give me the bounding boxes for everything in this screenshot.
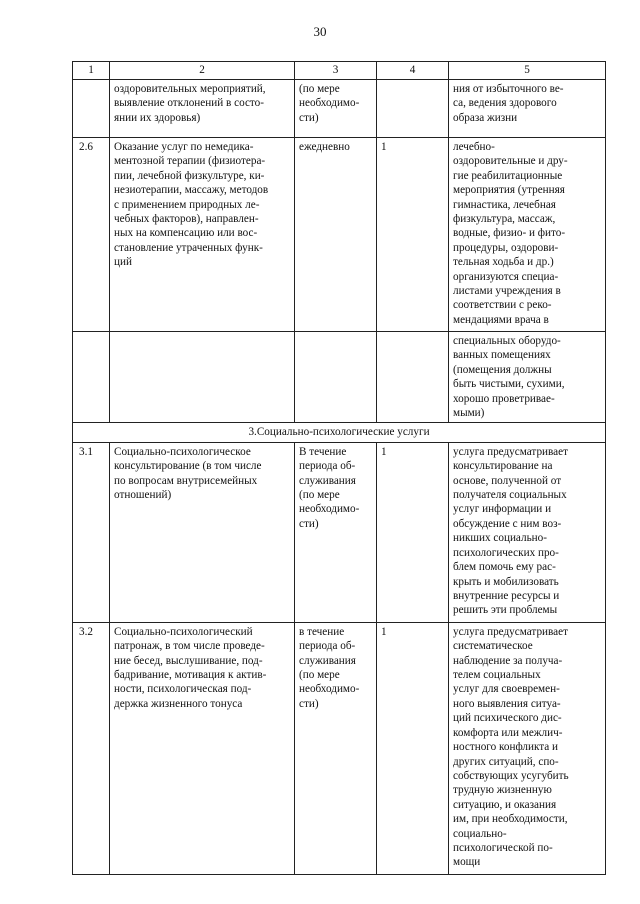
- row-number: 3.1: [73, 442, 110, 622]
- table-row: [73, 622, 606, 874]
- row-number: 2.6: [73, 138, 110, 332]
- service-description: лечебно- оздоровительные и дру- гие реабилитационные мероприятия (утренняя гимнастика, лечебная физкультура, массаж, водные, физио- и фито- процедуры, оздорови- тельная ходьба и др.) организуются специа- листами учреждения в соответствии с реко- мендациями врача в: [449, 138, 606, 332]
- header-cell: 4: [377, 62, 449, 80]
- row-number: 3.2: [73, 622, 110, 874]
- header-cell: 2: [110, 62, 295, 80]
- service-period: ежедневно: [295, 138, 377, 332]
- service-amount: 1: [377, 622, 449, 874]
- service-amount: 1: [377, 442, 449, 622]
- service-amount: 1: [377, 138, 449, 332]
- service-name: Социально-психологический патронаж, в том числе проведе- ние бесед, выслушивание, под- бадривание, мотивация к актив- ности, психологическая под- держка жизненного тонуса: [110, 622, 295, 874]
- service-name: Социально-психологическое консультирование (в том числе по вопросам внутрисемейных отношений): [110, 442, 295, 622]
- service-period: В течение периода об- служивания (по мере необходимо- сти): [295, 442, 377, 622]
- service-description: ния от избыточного ве- са, ведения здорового образа жизни: [449, 80, 606, 138]
- service-name: оздоровительных мероприятий, выявление отклонений в состо- янии их здоровья): [110, 80, 295, 138]
- service-description: услуга предусматривает консультирование на основе, полученной от получателя социальных услуг информации и обсуждение с ним воз- никших социально- психологических про- блем помочь ему рас- крыть и мобилизовать внутренние ресурсы и решить эти проблемы: [449, 442, 606, 622]
- table-header-row: [73, 62, 606, 80]
- service-description: специальных оборудо- ванных помещениях (помещения должны быть чистыми, сухими, хорошо проветривае- мыми): [449, 332, 606, 423]
- table-row: [73, 80, 606, 138]
- service-name: [110, 332, 295, 423]
- service-amount: [377, 80, 449, 138]
- row-number: [73, 80, 110, 138]
- header-cell: 5: [449, 62, 606, 80]
- table-row: [73, 442, 606, 622]
- header-cell: 3: [295, 62, 377, 80]
- section-header-row: [73, 423, 606, 442]
- service-name: Оказание услуг по немедика- ментозной терапии (физиотера- пии, лечебной физкультуре, ки- незиотерапии, массажу, методов с применением природных ле- чебных факторов), направлен- ных на компенсацию или вос- становление утраченных функ- ций: [110, 138, 295, 332]
- table-row: [73, 332, 606, 423]
- page-number: 30: [313, 24, 327, 39]
- service-period: [295, 332, 377, 423]
- section-title: 3.Социально-психологические услуги: [73, 423, 606, 442]
- service-description: услуга предусматривает систематическое наблюдение за получа- телем социальных услуг для своевремен- ного выявления ситуа- ций психического дис- комфорта или межлич- ностного конфликта и других ситуаций, спо- собствующих усугубить трудную жизненную ситуацию, и оказания им, при необходимости, социально- психологической по- мощи: [449, 622, 606, 874]
- services-table: [72, 61, 606, 875]
- header-cell: 1: [73, 62, 110, 80]
- service-amount: [377, 332, 449, 423]
- table-row: [73, 138, 606, 332]
- service-period: (по мере необходимо- сти): [295, 80, 377, 138]
- service-period: в течение периода об- служивания (по мере необходимо- сти): [295, 622, 377, 874]
- row-number: [73, 332, 110, 423]
